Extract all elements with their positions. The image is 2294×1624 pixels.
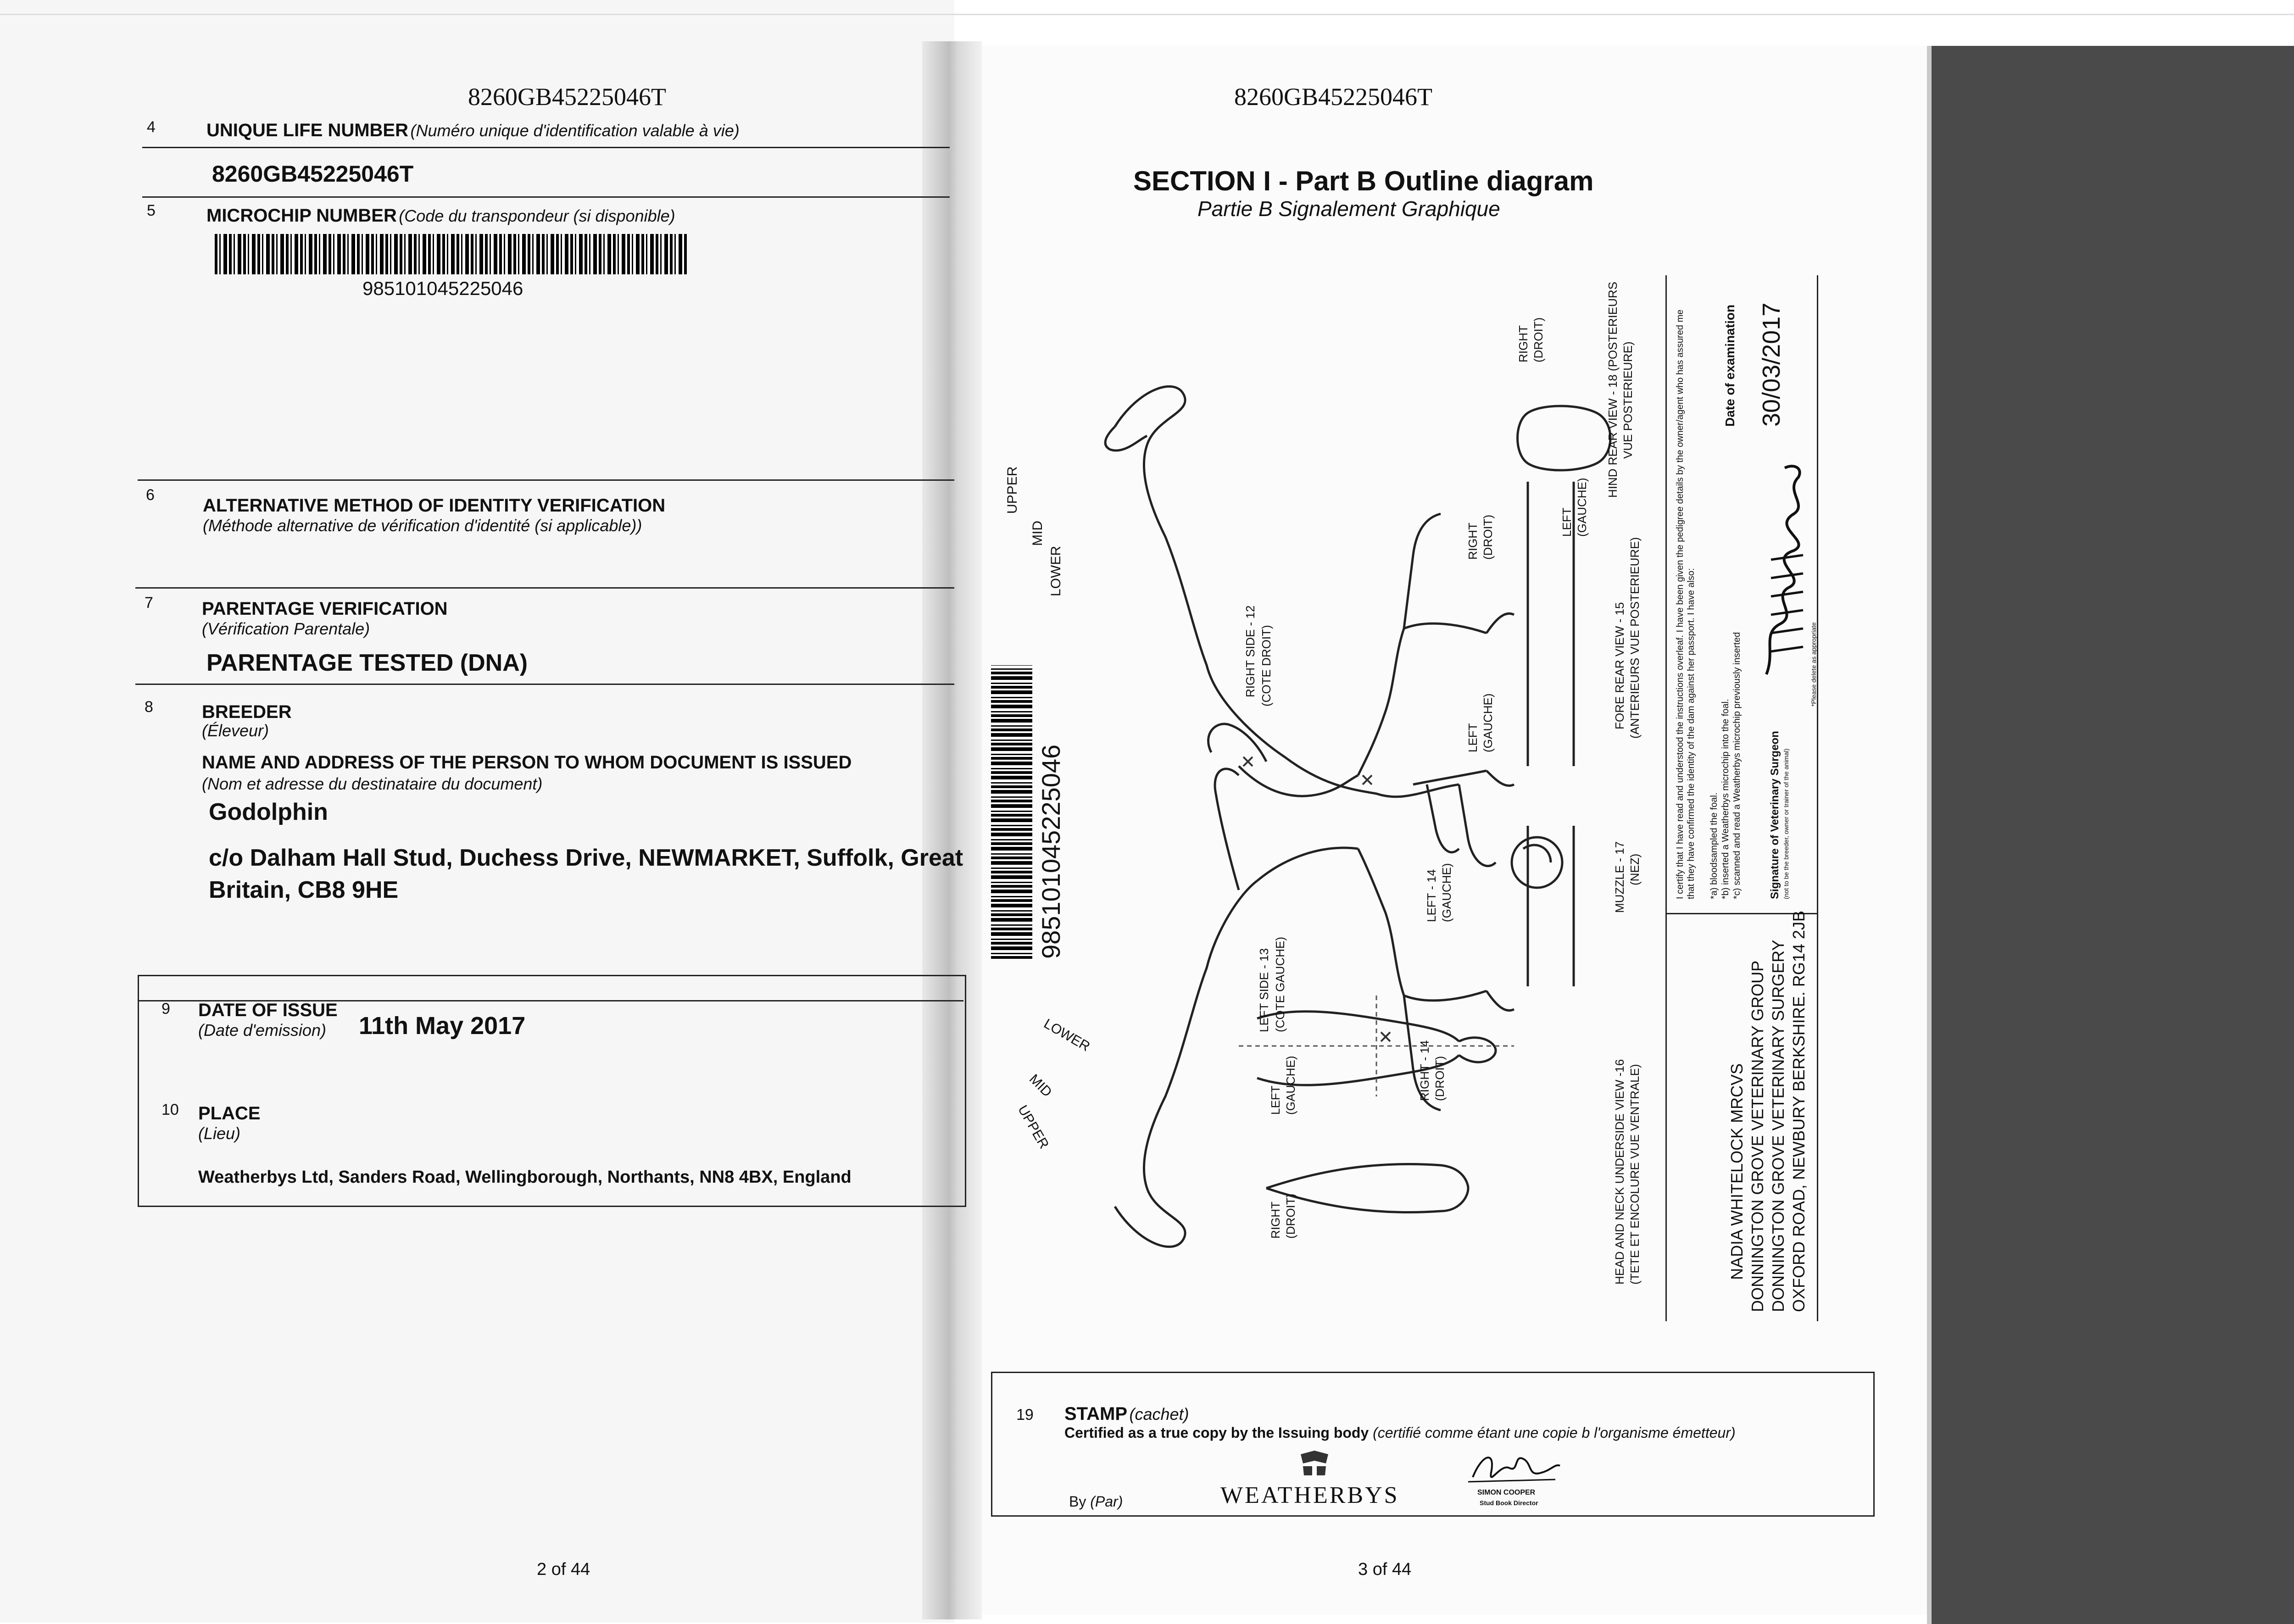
label-lower-bottom: LOWER xyxy=(1041,1016,1093,1055)
dark-background xyxy=(1932,46,2294,1624)
section-number: 8 xyxy=(145,698,153,716)
label-fore-rear: FORE REAR VIEW - 15 xyxy=(1613,602,1626,729)
unique-life-number-value: 8260GB45225046T xyxy=(212,161,414,187)
vet-block-border-right xyxy=(1817,275,1818,1321)
top-edge xyxy=(0,14,2294,15)
label-right-fore-fr: (DROIT) xyxy=(1481,514,1495,560)
label-left-14-fr: (GAUCHE) xyxy=(1440,863,1453,922)
label-right-side-fr: (COTE DROIT) xyxy=(1259,625,1273,706)
vet-block-border xyxy=(1665,275,1667,1321)
vet-cert-a: *a) bloodsampled the foal. xyxy=(1709,792,1719,899)
section-title: SECTION I - Part B Outline diagram xyxy=(1133,166,1594,196)
label-right-14: RIGHT - 14 xyxy=(1418,1040,1431,1101)
label-head-neck: HEAD AND NECK UNDERSIDE VIEW -16 xyxy=(1613,1059,1626,1285)
label-mid-bottom: MID xyxy=(1026,1071,1055,1100)
section-number: 6 xyxy=(146,486,155,504)
section-number: 7 xyxy=(145,594,153,612)
stamp-box xyxy=(991,1372,1875,1517)
section-number: 10 xyxy=(161,1101,179,1118)
label-left-fr: (GAUCHE) xyxy=(1284,1056,1297,1115)
label-hind-rear: HIND REAR VIEW - 18 (POSTERIEURS xyxy=(1606,282,1620,498)
side-barcode-number: 985101045225046 xyxy=(1036,744,1065,959)
label-right: RIGHT xyxy=(1269,1201,1282,1239)
label-right-hind-fr: (DROIT) xyxy=(1531,317,1545,362)
horse-outline-diagram xyxy=(1000,298,1643,1285)
stamp-by: By (Par) xyxy=(1069,1493,1123,1510)
vet-signature xyxy=(1757,459,1812,679)
label-lower-top: LOWER xyxy=(1048,545,1063,596)
certified-copy-text: Certified as a true copy by the Issuing body (certifié comme étant une copie b l'organisme émetteur) xyxy=(1064,1424,1736,1441)
date-of-issue-label: DATE OF ISSUE xyxy=(198,1000,338,1020)
label-upper-top: UPPER xyxy=(1005,466,1020,514)
label-right-fr: (DROIT) xyxy=(1284,1193,1297,1239)
alt-identity-label-fr: (Méthode alternative de vérification d'identité (si applicable)) xyxy=(203,516,642,535)
date-of-issue-label-fr: (Date d'emission) xyxy=(198,1021,326,1040)
microchip-number-label: MICROCHIP NUMBER (Code du transpondeur (si disponible) xyxy=(206,206,675,226)
microchip-barcode xyxy=(215,234,687,274)
microchip-number-value: 985101045225046 xyxy=(362,278,523,299)
stamp-label: STAMP (cachet) xyxy=(1064,1404,1189,1424)
vet-stamp-line2: DONNINGTON GROVE VETERINARY GROUP xyxy=(1748,960,1767,1312)
issued-to-label-fr: (Nom et adresse du destinataire du document) xyxy=(202,774,543,793)
label-right-hind: RIGHT xyxy=(1516,325,1530,362)
label-left-14: LEFT - 14 xyxy=(1425,869,1438,922)
divider xyxy=(138,479,954,481)
issuer-name: SIMON COOPER xyxy=(1477,1489,1536,1496)
label-left: LEFT xyxy=(1269,1085,1282,1115)
vet-stamp-line4: OXFORD ROAD, NEWBURY BERKSHIRE. RG14 2JB xyxy=(1789,911,1808,1312)
breeder-label: BREEDER xyxy=(202,702,292,722)
left-page-number: 2 of 44 xyxy=(537,1560,590,1579)
vet-stamp-line1: NADIA WHITELOCK MRCVS xyxy=(1727,1063,1746,1280)
vet-delete-note: *Please delete as appropriate xyxy=(1810,622,1817,706)
divider xyxy=(135,684,954,685)
label-left-fore: LEFT xyxy=(1466,723,1480,752)
label-fore-rear-fr: (ANTERIEURS VUE POSTERIEURE) xyxy=(1628,537,1642,739)
stamp-section-number: 19 xyxy=(1016,1406,1034,1424)
parentage-value: PARENTAGE TESTED (DNA) xyxy=(206,650,528,676)
label-left-side-fr: (COTE GAUCHE) xyxy=(1273,937,1287,1032)
place-label-fr: (Lieu) xyxy=(198,1124,241,1143)
unique-life-number-label: UNIQUE LIFE NUMBER (Numéro unique d'identification valable à vie) xyxy=(206,120,740,140)
vet-cert-c: *c) scanned and read a Weatherbys microchip previously inserted xyxy=(1732,632,1742,899)
parentage-label-fr: (Vérification Parentale) xyxy=(202,619,370,638)
label-right-14-fr: (DROIT) xyxy=(1433,1056,1447,1101)
date-of-issue-value: 11th May 2017 xyxy=(359,1012,526,1040)
label-left-hind-fr: (GAUCHE) xyxy=(1575,478,1589,537)
vet-signature-label: Signature of Veterinary Surgeon xyxy=(1769,731,1781,899)
vet-signature-note: (not to be the breeder, owner or trainer of the animal) xyxy=(1782,748,1790,899)
vet-certify-text: I certify that I have read and understood the instructions overleaf. I have been given the pedigree details by the owner/agent who has assured me that they have confirmed the identity of the dam against her passport. I have also: xyxy=(1675,309,1696,899)
breeder-address-line2: Britain, CB8 9HE xyxy=(209,877,399,903)
label-right-side: RIGHT SIDE - 12 xyxy=(1243,605,1257,697)
section-number: 4 xyxy=(147,118,156,136)
vet-cert-b: *b) inserted a Weatherbys microchip into the foal. xyxy=(1720,699,1731,899)
weatherbys-crest-icon xyxy=(1298,1450,1331,1477)
divider xyxy=(142,147,950,148)
label-left-side: LEFT SIDE - 13 xyxy=(1257,948,1271,1032)
label-hind-rear-fr: VUE POSTERIEURE) xyxy=(1621,341,1635,459)
breeder-name: Godolphin xyxy=(209,799,328,825)
label-mid-top: MID xyxy=(1030,521,1045,546)
divider xyxy=(142,196,950,198)
label-left-fore-fr: (GAUCHE) xyxy=(1481,693,1495,752)
breeder-label-fr: (Éleveur) xyxy=(202,721,269,740)
vet-stamp-line3: DONNINGTON GROVE VETERINARY SURGERY xyxy=(1769,940,1787,1312)
right-page-number: 3 of 44 xyxy=(1358,1560,1412,1579)
issued-to-label: NAME AND ADDRESS OF THE PERSON TO WHOM DOCUMENT IS ISSUED xyxy=(202,752,852,773)
label-head-neck-fr: (TETE ET ENCOLURE VUE VENTRALE) xyxy=(1628,1064,1642,1285)
right-header-id: 8260GB45225046T xyxy=(1234,83,1432,111)
section-subtitle: Partie B Signalement Graphique xyxy=(1197,197,1500,221)
issuer-title: Stud Book Director xyxy=(1480,1499,1538,1507)
date-of-examination-label: Date of examination xyxy=(1723,304,1737,427)
label-left-hind: LEFT xyxy=(1560,507,1574,537)
label-muzzle-fr: (NEZ) xyxy=(1628,853,1642,885)
breeder-address-line1: c/o Dalham Hall Stud, Duchess Drive, NEWMARKET, Suffolk, Great xyxy=(209,845,963,871)
place-label: PLACE xyxy=(198,1103,261,1123)
alt-identity-label: ALTERNATIVE METHOD OF IDENTITY VERIFICATION xyxy=(203,495,666,516)
label-muzzle: MUZZLE - 17 xyxy=(1613,841,1626,913)
section-number: 5 xyxy=(147,202,156,219)
weatherbys-logo-text: WEATHERBYS xyxy=(1220,1482,1399,1508)
label-upper-bottom: UPPER xyxy=(1014,1102,1052,1151)
section-number: 9 xyxy=(161,1000,170,1018)
divider xyxy=(135,587,954,589)
issuer-signature xyxy=(1464,1445,1565,1491)
label-right-fore: RIGHT xyxy=(1466,523,1480,560)
book-spine xyxy=(922,41,982,1619)
place-value: Weatherbys Ltd, Sanders Road, Wellingborough, Northants, NN8 4BX, England xyxy=(198,1168,852,1187)
parentage-label: PARENTAGE VERIFICATION xyxy=(202,599,448,619)
date-of-examination-value: 30/03/2017 xyxy=(1758,302,1785,427)
left-header-id: 8260GB45225046T xyxy=(468,83,666,111)
